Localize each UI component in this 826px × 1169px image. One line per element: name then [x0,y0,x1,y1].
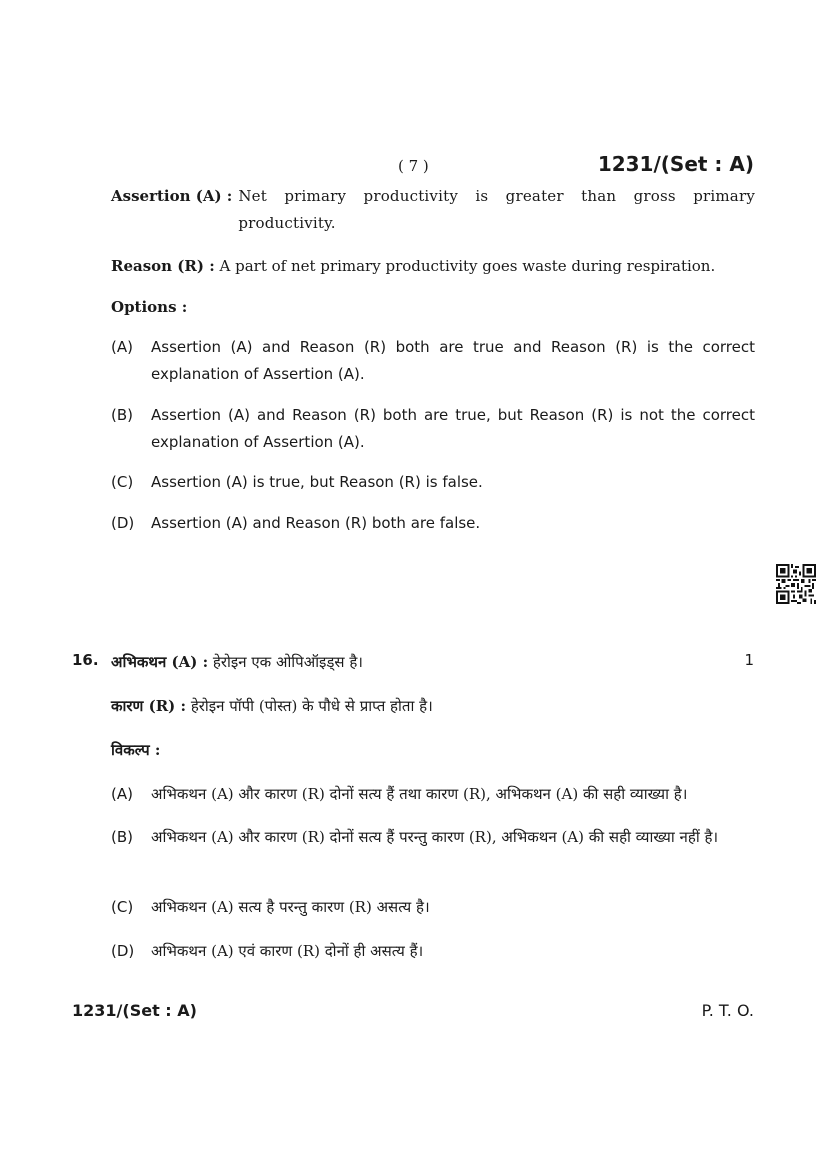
q15-assertion [111,183,755,237]
q15-option-a [111,334,755,388]
option-text: अभिकथन (A) सत्य है परन्तु कारण (R) असत्य है। [151,898,430,916]
option-key: (A) [111,338,133,356]
q15-option-c [111,469,755,496]
option-key: (B) [111,406,133,424]
q15-options-label: Options : [111,298,188,316]
option-text: Assertion (A) and Reason (R) both are true, but Reason (R) is not the correct explanation of Assertion (A). [151,406,755,451]
q16-assertion-text: हेरोइन एक ओपिऑइड्स है। [212,653,363,671]
pto-label: P. T. O. [701,1001,754,1020]
q15-assertion-text: Net primary productivity is greater than gross primary productivity. [238,187,755,232]
q16-reason-text: हेरोइन पॉपी (पोस्त) के पौधे से प्राप्त होता है। [190,697,433,715]
q16-option-c [111,894,755,921]
q16-number: 16. [72,651,99,669]
option-text: Assertion (A) is true, but Reason (R) is false. [151,473,483,491]
q16-reason-label: कारण (R) : [111,697,187,715]
option-key: (D) [111,514,135,532]
option-key: (C) [111,898,134,916]
q16-option-a [111,781,755,808]
option-text: Assertion (A) and Reason (R) both are true and Reason (R) is the correct explanation of Assertion (A). [151,338,755,383]
q16-marks: 1 [744,651,754,669]
option-text: Assertion (A) and Reason (R) both are false. [151,514,481,532]
q15-option-d [111,510,755,537]
q15-reason-text: A part of net primary productivity goes waste during respiration. [219,257,716,275]
q16-option-b [111,824,755,851]
page-number: ( 7 ) [398,157,429,175]
option-key: (D) [111,942,135,960]
q15-reason-label: Reason (R) : [111,257,215,275]
option-key: (A) [111,785,133,803]
q16-reason [111,693,755,720]
option-text: अभिकथन (A) और कारण (R) दोनों सत्य हैं परन्तु कारण (R), अभिकथन (A) की सही व्याख्या नहीं है। [151,828,719,846]
q16-assertion [111,649,755,676]
q15-option-b [111,402,755,456]
q16-options-label: विकल्प : [111,741,161,759]
qr-code-icon [776,564,816,604]
option-text: अभिकथन (A) और कारण (R) दोनों सत्य हैं तथा कारण (R), अभिकथन (A) की सही व्याख्या है। [151,785,688,803]
q15-assertion-label: Assertion (A) : [111,187,233,205]
q16-option-d [111,938,755,965]
set-code-header: 1231/(Set : A) [597,152,754,176]
option-text: अभिकथन (A) एवं कारण (R) दोनों ही असत्य हैं। [151,942,424,960]
option-key: (C) [111,473,134,491]
q15-reason [111,253,755,280]
q16-assertion-label: अभिकथन (A) : [111,653,209,671]
option-key: (B) [111,828,133,846]
set-code-footer: 1231/(Set : A) [72,1001,197,1020]
